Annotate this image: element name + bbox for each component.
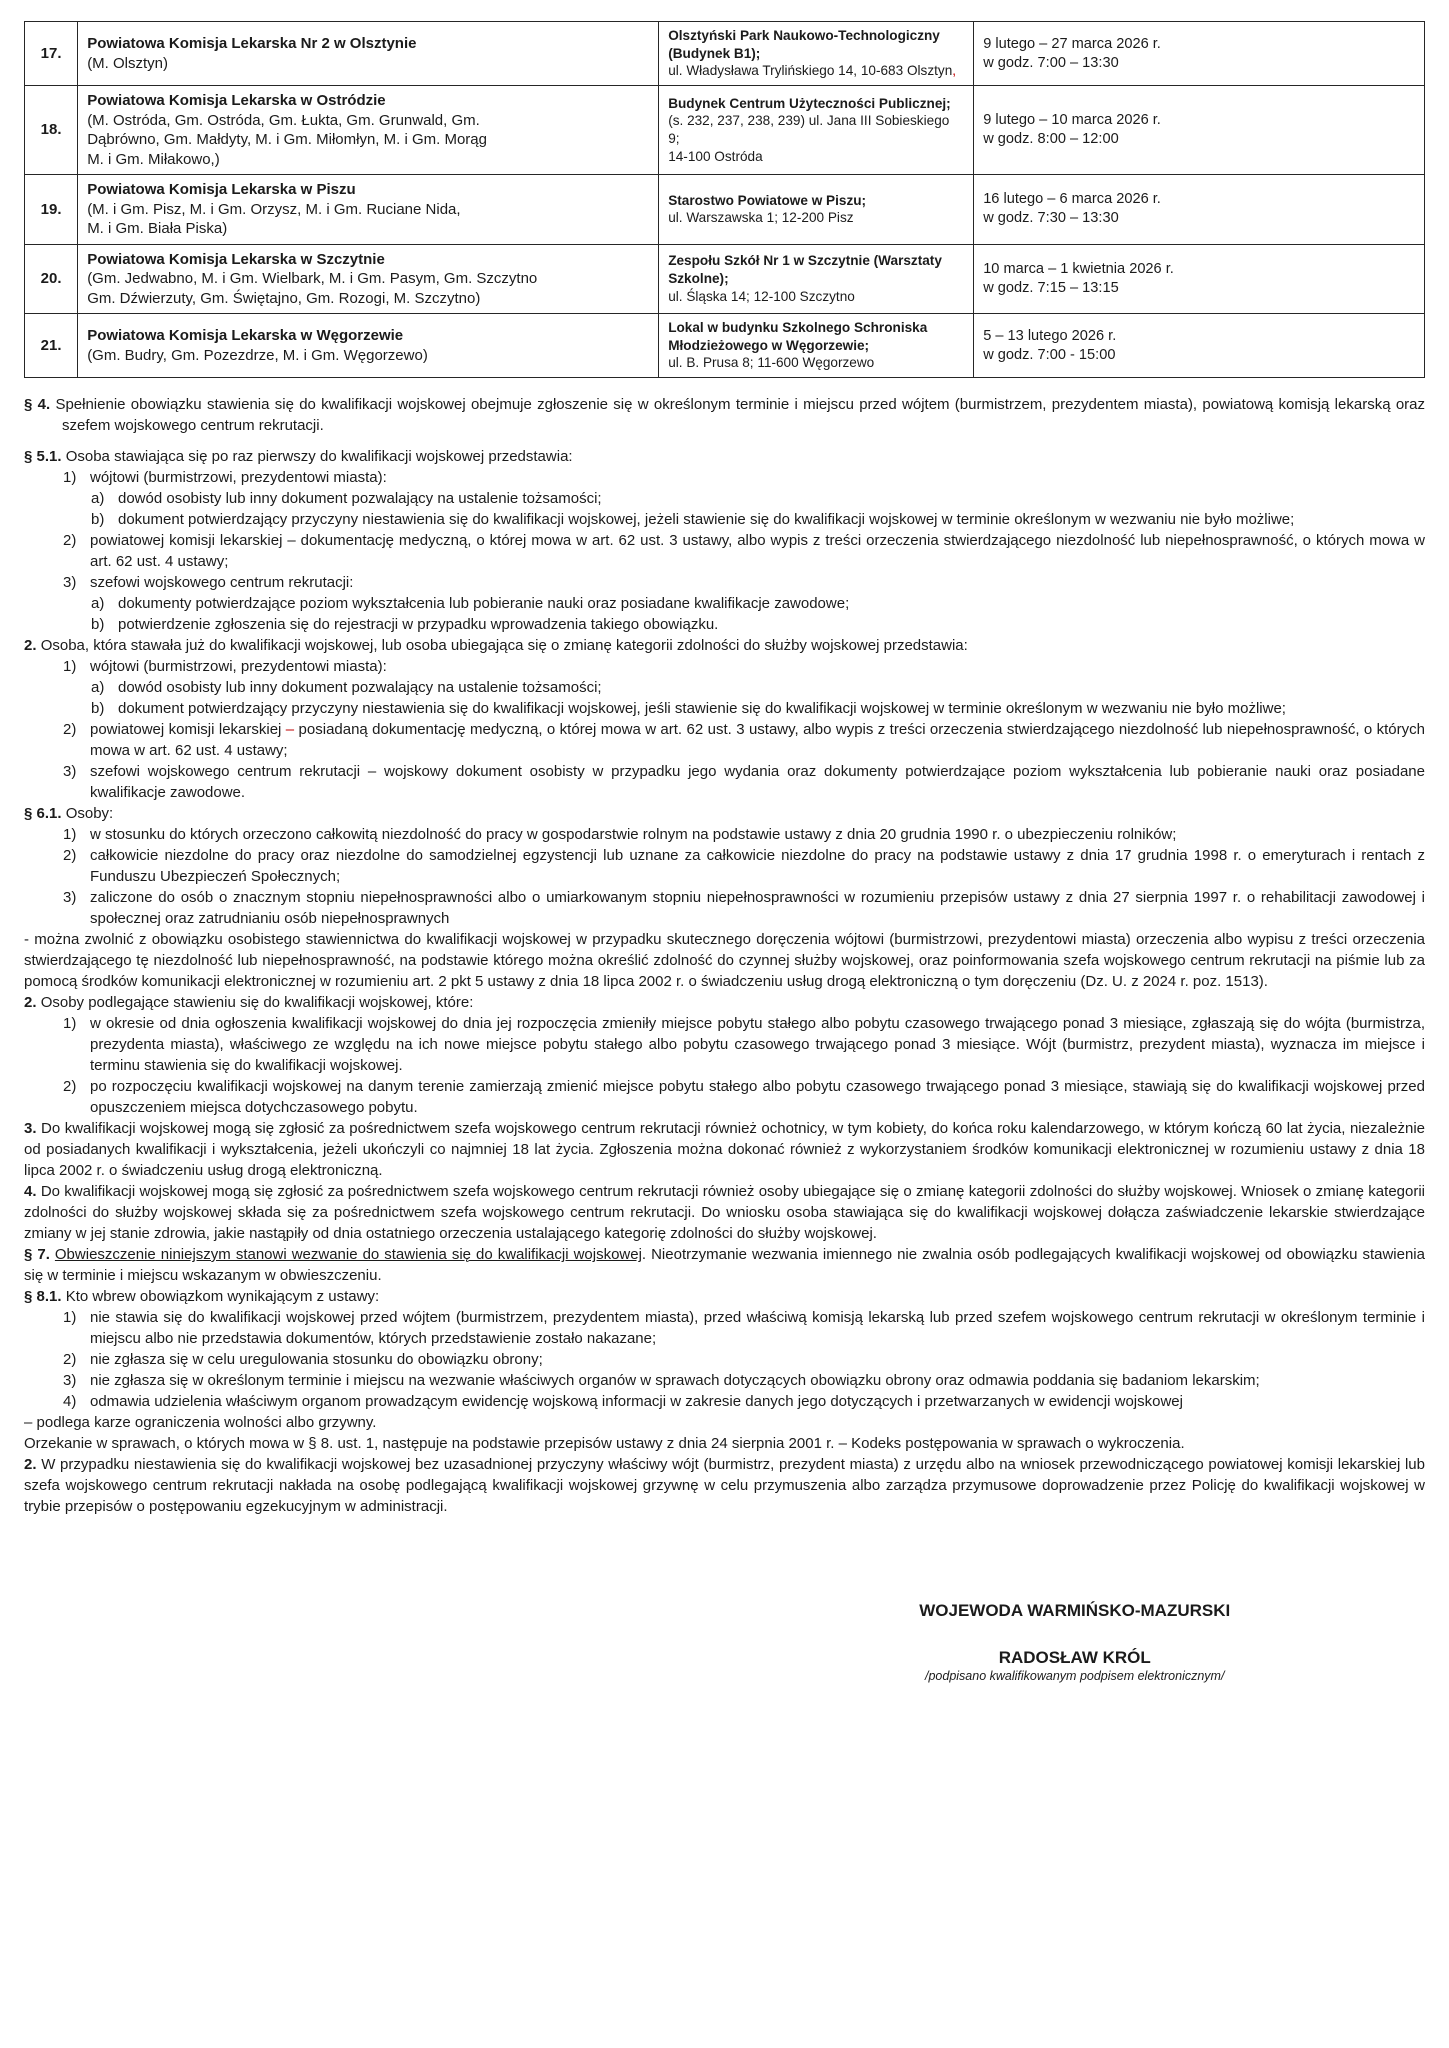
text-segment: powiatowej komisji lekarskiej (90, 721, 286, 739)
text-segment: Osoba stawiająca się po raz pierwszy do kwalifikacji wojskowej przedstawia: (65, 448, 573, 466)
table-row (25, 22, 1425, 86)
text-segment: Powiatowa Komisja Lekarska w Piszu (87, 181, 356, 199)
text-segment: Budynek Centrum Użyteczności Publicznej; (668, 95, 951, 111)
par-6-2-item-2 (24, 1076, 1425, 1118)
cell-line (87, 130, 649, 150)
cell-line (668, 148, 964, 166)
par-5-2-item-1 (24, 656, 1425, 677)
par-6-2 (24, 992, 1425, 1013)
cell-line (983, 327, 1415, 346)
commission-cell (78, 22, 659, 86)
paragraph-marker: § 7. (24, 1246, 50, 1264)
paragraph-marker: 1) (63, 469, 77, 487)
paragraph-marker: 2) (63, 847, 77, 865)
text-segment: – podlega karze ograniczenia wolności albo grzywny. (24, 1414, 377, 1432)
par-6-3 (24, 1118, 1425, 1181)
cell-line (87, 326, 649, 346)
par-5-2 (24, 635, 1425, 656)
text-segment: po rozpoczęciu kwalifikacji wojskowej na danym terenie zamierzają zmienić miejsce pobytu stałego albo pobytu czasowego trwającego ponad 3 miesiące, stawiają się do kwalifikacji wojskowej przed opuszczeniem miejsca dotychczasowego pobytu. (90, 1078, 1425, 1117)
par-5-1-item-1 (24, 467, 1425, 488)
cell-line (87, 180, 649, 200)
paragraph-marker: 2. (24, 1456, 37, 1474)
text-segment: w godz. 8:00 – 12:00 (983, 131, 1119, 148)
cell-line (983, 130, 1415, 149)
cell-line (983, 346, 1415, 365)
par-5-1-item-1a (24, 488, 1425, 509)
commission-cell (78, 86, 659, 175)
text-segment: w stosunku do których orzeczono całkowitą niezdolność do pracy w gospodarstwie rolnym na podstawie ustawy z dnia 20 grudnia 1990 r. o ubezpieczeniu rolników; (90, 826, 1177, 844)
paragraph-marker: b) (91, 616, 105, 634)
par-8-1 (24, 1286, 1425, 1307)
text-segment: posiadaną dokumentację medyczną, o której mowa w art. 62 ust. 3 ustawy, albo wypis z treści orzeczenia stwierdzającego niezdolność lub niepełnosprawność, o których mowa w art. 62 ust. 4 ustawy; (90, 721, 1425, 760)
text-segment: potwierdzenie zgłoszenia się do rejestracji w przypadku wprowadzenia takiego obowiązku. (118, 616, 719, 634)
text-segment: M. i Gm. Biała Piska) (87, 220, 228, 238)
par-5-1-item-3a (24, 593, 1425, 614)
text-segment: Osoby podlegające stawieniu się do kwalifikacji wojskowej, które: (40, 994, 474, 1012)
dates-cell (974, 175, 1425, 245)
par-8-1-item-4 (24, 1391, 1425, 1412)
text-segment: nie zgłasza się w określonym terminie i miejscu na wezwanie właściwych organów w sprawach dotyczących obowiązku obrony oraz odmawia poddania się badaniom lekarskim; (90, 1372, 1260, 1390)
cell-line (983, 54, 1415, 73)
row-number-cell: 21. (25, 314, 78, 378)
par-6-2-item-1 (24, 1013, 1425, 1076)
text-segment: Kto wbrew obowiązkom wynikającym z ustawy: (65, 1288, 380, 1306)
text-segment: w okresie od dnia ogłoszenia kwalifikacji wojskowej do dnia jej rozpoczęcia zmieniły miejsce pobytu stałego albo pobytu czasowego trwającego ponad 3 miesiące, zgłaszają się do wójta (burmistrza, prezydenta miasta), właściwego ze względu na ich nowe miejsce pobytu stałego albo pobytu czasowego trwającego ponad 3 miesiące. Wójt (burmistrz, prezydent miasta), wyznacza im miejsce i terminu stawienia się do kwalifikacji wojskowej. (90, 1015, 1425, 1075)
paragraph-marker: 3. (24, 1120, 37, 1138)
cell-line (87, 54, 649, 74)
par-6-1-item-1 (24, 824, 1425, 845)
text-segment: całkowicie niezdolne do pracy oraz niezdolne do samodzielnej egzystencji lub uznane za całkowicie niezdolne do pracy na podstawie ustawy z dnia 17 grudnia 1998 r. o emeryturach i rentach z Funduszu Ubezpieczeń Społecznych; (90, 847, 1425, 886)
cell-line (87, 200, 649, 220)
text-segment: Spełnienie obowiązku stawienia się do kwalifikacji wojskowej obejmuje zgłoszenie się w określonym terminie i miejscu przed wójtem (burmistrzem, prezydentem miasta), powiatową komisją lekarską oraz szefem wojskowego centrum rekrutacji. (55, 396, 1425, 435)
paragraph-marker: 3) (63, 574, 77, 592)
paragraph-marker: b) (91, 700, 105, 718)
text-segment: ul. B. Prusa 8; 11-600 Węgorzewo (668, 355, 875, 371)
text-segment: (M. i Gm. Pisz, M. i Gm. Orzysz, M. i Gm. Ruciane Nida, (87, 200, 461, 218)
text-segment: (Gm. Budry, Gm. Pozezdrze, M. i Gm. Węgorzewo) (87, 346, 428, 364)
cell-line (87, 111, 649, 131)
cell-line (668, 62, 964, 80)
text-segment: Olsztyński Park Naukowo-Technologiczny (Budynek B1); (668, 28, 940, 61)
text-segment: (s. 232, 237, 238, 239) ul. Jana III Sobieskiego 9; (668, 113, 950, 147)
location-cell (659, 244, 974, 314)
text-segment: Obwieszczenie niniejszym stanowi wezwanie do stawienia się do kwalifikacji wojskowej (54, 1246, 642, 1264)
text-segment: Powiatowa Komisja Lekarska Nr 2 w Olsztynie (87, 35, 417, 52)
cell-line (983, 111, 1415, 130)
text-segment: 16 lutego – 6 marca 2026 r. (983, 191, 1161, 208)
commissions-table-body (25, 22, 1425, 378)
cell-line (87, 289, 649, 309)
par-5-1-item-1b (24, 509, 1425, 530)
text-segment: dowód osobisty lub inny dokument pozwalający na ustalenie tożsamości; (118, 490, 602, 508)
text-segment: Orzekanie w sprawach, o których mowa w § 8. ust. 1, następuje na podstawie przepisów ustawy z dnia 24 sierpnia 2001 r. – Kodeks postępowania w sprawach o wykroczenia. (24, 1435, 1185, 1453)
paragraph-marker: a) (91, 490, 105, 508)
par-8-1-item-1 (24, 1307, 1425, 1349)
par-8-2 (24, 1454, 1425, 1517)
paragraph-marker: 3) (63, 889, 77, 907)
commission-cell (78, 314, 659, 378)
dates-cell (974, 244, 1425, 314)
text-segment: Do kwalifikacji wojskowej mogą się zgłosić za pośrednictwem szefa wojskowego centrum rekrutacji również osoby ubiegające się o zmianę kategorii zdolności do służby wojskowej. Wniosek o zmianę kategorii zdolności do służby wojskowej składa się za pośrednictwem szefa wojskowego centrum rekrutacji. Do wniosku osoba stawiająca się do kwalifikacji wojskowej dołącza zaświadczenie lekarskie stwierdzające zmiany w jej stanie zdrowia, jakie nastąpiły od dnia ostatniego orzeczenia ustalającego kategorię zdolności do służby wojskowej. (24, 1183, 1426, 1243)
par-8-adjudication (24, 1433, 1425, 1454)
cell-line (87, 219, 649, 239)
signature-block (809, 1601, 1341, 1683)
location-cell (659, 314, 974, 378)
document-body (24, 394, 1425, 1517)
cell-line (668, 252, 964, 287)
cell-line (87, 150, 649, 170)
text-segment: Powiatowa Komisja Lekarska w Węgorzewie (87, 327, 404, 345)
dates-cell (974, 22, 1425, 86)
text-segment: 5 – 13 lutego 2026 r. (983, 327, 1117, 344)
text-segment: 14-100 Ostróda (668, 148, 763, 164)
cell-line (983, 279, 1415, 298)
text-segment: 10 marca – 1 kwietnia 2026 r. (983, 260, 1174, 277)
row-number-cell: 19. (25, 175, 78, 245)
text-segment: ul. Warszawska 1; 12-200 Pisz (668, 210, 854, 226)
text-segment: Osoby: (65, 805, 114, 823)
table-row (25, 86, 1425, 175)
text-segment: ul. Władysława Trylińskiego 14, 10-683 Olsztyn (668, 63, 953, 79)
commissions-table (24, 21, 1425, 378)
par-8-1-item-3 (24, 1370, 1425, 1391)
text-segment: dokumenty potwierdzające poziom wykształcenia lub pobieranie nauki oraz posiadane kwalifikacje zawodowe; (118, 595, 850, 613)
text-segment: zaliczone do osób o znacznym stopniu niepełnosprawności albo o umiarkowanym stopniu niepełnosprawności w rozumieniu przepisów ustawy z dnia 27 sierpnia 1997 r. o rehabilitacji zawodowej i społecznej oraz zatrudnianiu osób niepełnosprawnych (90, 889, 1425, 928)
text-segment: Gm. Dźwierzuty, Gm. Świętajno, Gm. Rozogi, M. Szczytno) (87, 289, 481, 307)
cell-line (668, 288, 964, 306)
par-6-1 (24, 803, 1425, 824)
cell-line (87, 250, 649, 270)
cell-line (668, 192, 964, 210)
row-number-cell: 20. (25, 244, 78, 314)
par-5-2-item-2 (24, 719, 1425, 761)
text-segment: Do kwalifikacji wojskowej mogą się zgłosić za pośrednictwem szefa wojskowego centrum rekrutacji również ochotnicy, w tym kobiety, do końca roku kalendarzowego, w którym kończą 60 lat życia, niezależnie od posiadanych kwalifikacji i wykształcenia, jeżeli ukończyli co najmniej 18 lat życia. Zgłoszenia można dokonać również z wykorzystaniem środków komunikacji elektronicznej w rozumieniu ustawy z dnia 18 lipca 2002 r. o świadczeniu usług drogą elektroniczną. (24, 1120, 1425, 1180)
text-segment: Powiatowa Komisja Lekarska w Ostródzie (87, 92, 386, 110)
paragraph-marker: 1) (63, 1015, 77, 1033)
text-segment: wójtowi (burmistrzowi, prezydentowi miasta): (90, 658, 387, 676)
text-segment: w godz. 7:00 - 15:00 (983, 346, 1116, 363)
paragraph-marker: § 6.1. (24, 805, 62, 823)
text-segment: W przypadku niestawienia się do kwalifikacji wojskowej bez uzasadnionej przyczyny właściwy wójt (burmistrz, prezydent miasta) z urzędu albo na wniosek przewodniczącego powiatowej komisji lekarskiej lub szefa wojskowego centrum rekrutacji nakłada na osobę podlegającą kwalifikacji wojskowej grzywnę w celu przymuszenia albo zarządza przymusowe doprowadzenie przez Policję do kwalifikacji wojskowej w trybie przepisów o postępowaniu egzekucyjnym w administracji. (24, 1456, 1425, 1516)
location-cell (659, 175, 974, 245)
text-segment: Powiatowa Komisja Lekarska w Szczytnie (87, 250, 385, 268)
commission-cell (78, 175, 659, 245)
cell-line (87, 346, 649, 366)
par-5-1-item-2 (24, 530, 1425, 572)
par-5-1-item-3 (24, 572, 1425, 593)
cell-line (668, 319, 964, 354)
par-5-2-item-3 (24, 761, 1425, 803)
par-8-1-item-2 (24, 1349, 1425, 1370)
par-6-1-conclusion (24, 929, 1425, 992)
par-6-1-item-3 (24, 887, 1425, 929)
text-segment: nie zgłasza się w celu uregulowania stosunku do obowiązku obrony; (90, 1351, 543, 1369)
signature-note: /podpisano kwalifikowanym podpisem elektronicznym/ (925, 1669, 1225, 1684)
dates-cell (974, 314, 1425, 378)
paragraph-marker: b) (91, 511, 105, 529)
text-segment: Dąbrówno, Gm. Małdyty, M. i Gm. Miłomłyn, M. i Gm. Morąg (87, 131, 487, 149)
text-segment: w godz. 7:15 – 13:15 (983, 279, 1119, 296)
text-segment: ul. Śląska 14; 12-100 Szczytno (668, 288, 855, 304)
cell-line (983, 260, 1415, 279)
table-row (25, 175, 1425, 245)
par-5-2-item-1a (24, 677, 1425, 698)
par-5-1-item-3b (24, 614, 1425, 635)
text-segment: szefowi wojskowego centrum rekrutacji – wojskowy dokument osobisty w przypadku jego wydania oraz dokumenty potwierdzające poziom wykształcenia lub pobieranie nauki oraz posiadane kwalifikacje zawodowe. (90, 763, 1425, 802)
par-5-2-item-1b (24, 698, 1425, 719)
row-number-cell: 18. (25, 86, 78, 175)
text-segment: (M. Olsztyn) (87, 54, 169, 72)
cell-line (983, 190, 1415, 209)
paragraph-marker: 2. (24, 637, 37, 655)
cell-line (668, 209, 964, 227)
text-segment: 9 lutego – 10 marca 2026 r. (983, 112, 1161, 129)
par-7 (24, 1244, 1425, 1286)
par-8-1-penalty (24, 1412, 1425, 1433)
cell-line (668, 112, 964, 147)
table-row (25, 244, 1425, 314)
text-segment: dowód osobisty lub inny dokument pozwalający na ustalenie tożsamości; (118, 679, 602, 697)
text-segment: dokument potwierdzający przyczyny niestawienia się do kwalifikacji wojskowej, jeśli stawienie się do kwalifikacji wojskowej w terminie określonym w wezwaniu nie było możliwe; (118, 700, 1286, 718)
par-4 (24, 394, 1425, 436)
paragraph-marker: 1) (63, 826, 77, 844)
table-row (25, 314, 1425, 378)
text-segment: nie stawia się do kwalifikacji wojskowej przed wójtem (burmistrzem, prezydentem miasta), przed właściwą komisją lekarską lub przed szefem wojskowego centrum rekrutacji w określonym terminie i miejscu albo nie przedstawia dokumentów, których przedstawienie zostało nakazane; (90, 1309, 1425, 1348)
location-cell (659, 22, 974, 86)
text-segment: (M. Ostróda, Gm. Ostróda, Gm. Łukta, Gm. Grunwald, Gm. (87, 111, 480, 129)
commission-cell (78, 244, 659, 314)
text-segment: , (952, 63, 957, 79)
signature-office: WOJEWODA WARMIŃSKO-MAZURSKI (919, 1601, 1231, 1621)
cell-line (668, 354, 964, 372)
paragraph-marker: 3) (63, 763, 77, 781)
text-segment: – (285, 721, 295, 739)
text-segment: szefowi wojskowego centrum rekrutacji: (90, 574, 354, 592)
location-cell (659, 86, 974, 175)
paragraph-marker: 2. (24, 994, 37, 1012)
text-segment: M. i Gm. Miłakowo,) (87, 150, 220, 168)
dates-cell (974, 86, 1425, 175)
paragraph-marker: 2) (63, 1351, 77, 1369)
paragraph-marker: a) (91, 679, 105, 697)
paragraph-marker: a) (91, 595, 105, 613)
text-segment: 9 lutego – 27 marca 2026 r. (983, 35, 1161, 52)
text-segment: dokument potwierdzający przyczyny niestawienia się do kwalifikacji wojskowej, jeżeli stawienie się do kwalifikacji wojskowej w terminie określonym w wezwaniu nie było możliwe; (118, 511, 1295, 529)
paragraph-marker: 1) (63, 1309, 77, 1327)
cell-line (87, 34, 649, 54)
cell-line (87, 269, 649, 289)
text-segment: odmawia udzielenia właściwym organom prowadzącym ewidencję wojskową informacji w zakresie danych jego dotyczących i przetwarzanych w ewidencji wojskowej (90, 1393, 1183, 1411)
paragraph-marker: 2) (63, 532, 77, 550)
paragraph-marker: 3) (63, 1372, 77, 1390)
cell-line (668, 27, 964, 62)
text-segment: powiatowej komisji lekarskiej – dokumentację medyczną, o której mowa w art. 62 ust. 3 ustawy, albo wypis z treści orzeczenia stwierdzającego niezdolność lub niepełnosprawność, o których mowa w art. 62 ust. 4 ustawy; (90, 532, 1425, 571)
paragraph-marker: 2) (63, 721, 77, 739)
paragraph-marker: 1) (63, 658, 77, 676)
cell-line (983, 209, 1415, 228)
text-segment: w godz. 7:00 – 13:30 (983, 54, 1119, 71)
text-segment: . Nieotrzymanie wezwania imiennego nie zwalnia osób podlegających kwalifikacji wojskowej od obowiązku stawienia się w terminie i miejscu wskazanym w obwieszczeniu. (24, 1246, 1425, 1285)
row-number-cell: 17. (25, 22, 78, 86)
paragraph-marker: § 8.1. (24, 1288, 62, 1306)
paragraph-marker: 4. (24, 1183, 37, 1201)
text-segment: wójtowi (burmistrzowi, prezydentowi miasta): (90, 469, 387, 487)
paragraph-marker: § 4. (24, 396, 51, 414)
signature-name: RADOSŁAW KRÓL (998, 1648, 1151, 1668)
text-segment: Starostwo Powiatowe w Piszu; (668, 192, 867, 208)
par-6-1-item-2 (24, 845, 1425, 887)
text-segment: Osoba, która stawała już do kwalifikacji wojskowej, lub osoba ubiegająca się o zmianę kategorii zdolności do służby wojskowej przedstawia: (40, 637, 968, 655)
paragraph-marker: 4) (63, 1393, 77, 1411)
cell-line (87, 91, 649, 111)
text-segment: Lokal w budynku Szkolnego Schroniska Młodzieżowego w Węgorzewie; (668, 320, 928, 353)
text-segment: - można zwolnić z obowiązku osobistego stawiennictwa do kwalifikacji wojskowej w przypadku skutecznego doręczenia wójtowi (burmistrzowi, prezydentowi miasta) orzeczenia albo wypisu z treści orzeczenia stwierdzającego tę niezdolność lub niepełnosprawność, na podstawie którego można określić zdolność do czynnej służby wojskowej, oraz poinformowania szefa wojskowego centrum rekrutacji na piśmie lub za pomocą środków komunikacji elektronicznej w rozumieniu art. 2 pkt 5 ustawy z dnia 18 lipca 2002 r. o świadczeniu usług drogą elektroniczną o tym doręczeniu (Dz. U. z 2024 r. poz. 1513). (24, 931, 1425, 991)
text-segment: Zespołu Szkół Nr 1 w Szczytnie (Warsztaty Szkolne); (668, 253, 942, 286)
text-segment: (Gm. Jedwabno, M. i Gm. Wielbark, M. i Gm. Pasym, Gm. Szczytno (87, 270, 538, 288)
cell-line (668, 95, 964, 113)
paragraph-marker: § 5.1. (24, 448, 62, 466)
par-6-4 (24, 1181, 1425, 1244)
par-5-1 (24, 446, 1425, 467)
text-segment: w godz. 7:30 – 13:30 (983, 210, 1119, 227)
cell-line (983, 35, 1415, 54)
paragraph-marker: 2) (63, 1078, 77, 1096)
